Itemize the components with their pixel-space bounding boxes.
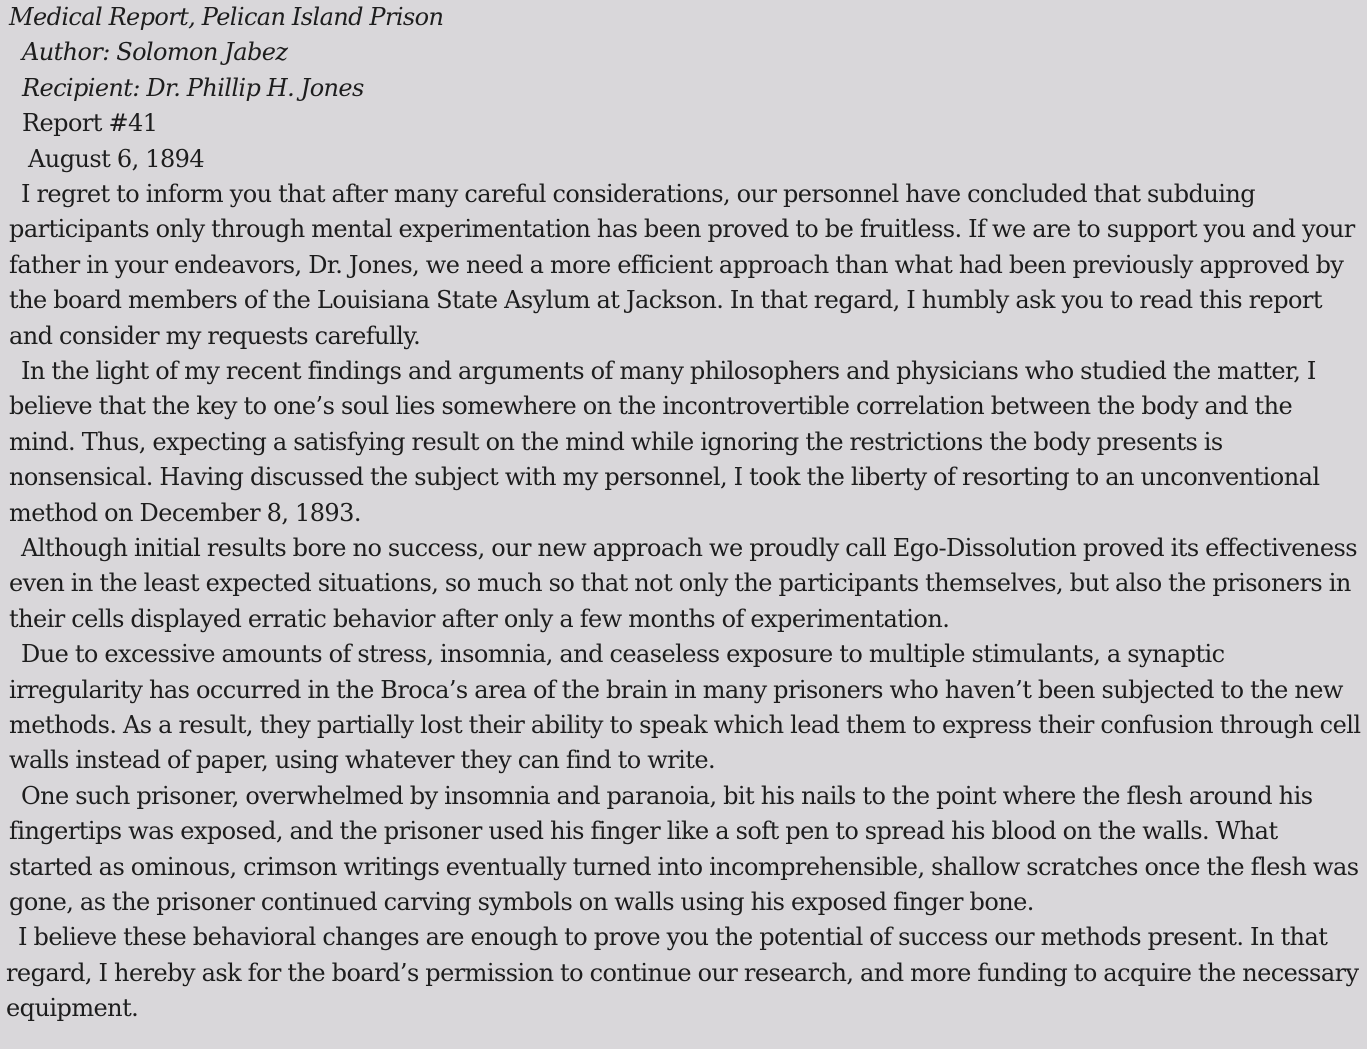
report-date: August 6, 1894 bbox=[28, 144, 205, 173]
report-paragraph: One such prisoner, overwhelmed by insomnia and paranoia, bit his nails to the point where the flesh around his fingertips was exposed, and the prisoner used his finger like a soft pen to spread his blood on the walls. What started as ominous, crimson writings eventually turned into incomprehensible, shallow scratches once the flesh was gone, as the prisoner continued carving symbols on walls using his exposed finger bone. bbox=[9, 781, 1359, 917]
report-number: Report #41 bbox=[22, 109, 158, 138]
report-title: Medical Report, Pelican Island Prison bbox=[9, 3, 444, 31]
report-paragraph: I believe these behavioral changes are enough to prove you the potential of success our methods present. In that regard, I hereby ask for the board’s permission to continue our research, and more funding to acquire the necessary equipment. bbox=[6, 923, 1359, 1023]
report-paragraph: I regret to inform you that after many careful considerations, our personnel have concluded that subduing participants only through mental experimentation has been proved to be fruitless. If we are to support you and your father in your endeavors, Dr. Jones, we need a more efficient approach than what had been previously approved by the board members of the Louisiana State Asylum at Jackson. In that regard, I humbly ask you to read this report and consider my requests carefully. bbox=[9, 179, 1355, 350]
report-paragraph: Although initial results bore no success, our new approach we proudly call Ego-Dissolution proved its effectiveness even in the least expected situations, so much so that not only the participants themselves, but also the prisoners in their cells displayed erratic behavior after only a few months of experimentation. bbox=[9, 534, 1358, 633]
report-paragraph: Due to excessive amounts of stress, insomnia, and ceaseless exposure to multiple stimulants, a synaptic irregularity has occurred in the Broca’s area of the brain in many prisoners who haven’t been subjected to the new methods. As a result, they partially lost their ability to speak which lead them to express their confusion through cell walls instead of paper, using whatever they can find to write. bbox=[9, 640, 1361, 775]
report-recipient: Recipient: Dr. Phillip H. Jones bbox=[22, 73, 364, 102]
report-author: Author: Solomon Jabez bbox=[22, 38, 288, 67]
medical-report-document bbox=[6, 0, 1361, 1027]
report-paragraph: In the light of my recent findings and arguments of many philosophers and physicians who studied the matter, I believe that the key to one’s soul lies somewhere on the incontrovertible correlation between the body and the mind. Thus, expecting a satisfying result on the mind while ignoring the restrictions the body presents is nonsensical. Having discussed the subject with my personnel, I took the liberty of resorting to an unconventional method on December 8, 1893. bbox=[9, 356, 1320, 527]
